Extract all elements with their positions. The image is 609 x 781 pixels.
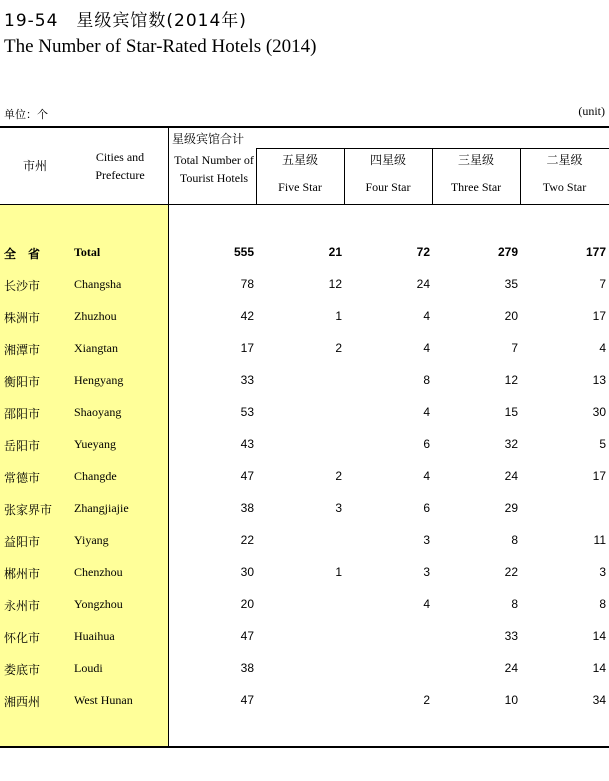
value-four: 4: [423, 469, 430, 483]
value-two: 34: [592, 693, 606, 707]
value-total: 47: [240, 693, 254, 707]
city-name-en: Yiyang: [74, 533, 109, 547]
value-five: 1: [335, 565, 342, 579]
value-two: 14: [592, 629, 606, 643]
header-total-cn: 星级宾馆合计: [172, 132, 245, 146]
value-five: 12: [328, 277, 342, 291]
value-three: 10: [504, 693, 518, 707]
city-name-cn: 益阳市: [4, 535, 41, 549]
city-name-cn: 长沙市: [4, 279, 41, 293]
header-four-cn: 四星级: [369, 153, 406, 167]
value-two: 4: [599, 341, 606, 355]
value-total: 30: [240, 565, 254, 579]
value-two: 17: [592, 309, 606, 323]
city-name-en: Changde: [74, 469, 117, 483]
header-four-en: Four Star: [365, 180, 411, 194]
value-three: 7: [511, 341, 518, 355]
value-three: 24: [504, 469, 518, 483]
value-total: 47: [240, 469, 254, 483]
value-four: 72: [416, 245, 430, 259]
city-name-cn: 邵阳市: [4, 407, 41, 421]
value-four: 8: [423, 373, 430, 387]
city-name-en: Loudi: [74, 661, 103, 675]
city-name-cn: 全 省: [4, 247, 41, 261]
value-two: 30: [592, 405, 606, 419]
city-name-en: Xiangtan: [74, 341, 118, 355]
value-total: 17: [240, 341, 254, 355]
value-two: 13: [592, 373, 606, 387]
value-total: 20: [240, 597, 254, 611]
value-three: 24: [504, 661, 518, 675]
header-total-en: Total Number of Tourist Hotels: [174, 153, 254, 185]
value-five: 1: [335, 309, 342, 323]
city-name-en: Shaoyang: [74, 405, 122, 419]
header-three-cn: 三星级: [457, 153, 494, 167]
unit-label-cn: 单位：个: [4, 108, 48, 121]
value-two: 3: [599, 565, 606, 579]
value-four: 4: [423, 341, 430, 355]
value-three: 8: [511, 533, 518, 547]
value-five: 21: [328, 245, 342, 259]
city-name-cn: 湘潭市: [4, 343, 41, 357]
city-name-cn: 常德市: [4, 471, 41, 485]
value-total: 43: [240, 437, 254, 451]
value-three: 8: [511, 597, 518, 611]
value-three: 22: [504, 565, 518, 579]
value-four: 6: [423, 501, 430, 515]
value-total: 42: [240, 309, 254, 323]
value-total: 53: [240, 405, 254, 419]
value-four: 3: [423, 533, 430, 547]
city-name-cn: 怀化市: [4, 631, 41, 645]
header-five-en: Five Star: [278, 180, 322, 194]
city-name-en: Changsha: [74, 277, 122, 291]
value-three: 35: [504, 277, 518, 291]
city-name-cn: 衡阳市: [4, 375, 41, 389]
city-name-en: Total: [74, 245, 101, 259]
unit-label-en: (unit): [578, 104, 605, 118]
value-two: 11: [593, 533, 606, 547]
value-four: 2: [423, 693, 430, 707]
page-title-en: The Number of Star-Rated Hotels (2014): [4, 36, 317, 57]
value-total: 78: [240, 277, 254, 291]
city-name-en: Huaihua: [74, 629, 115, 643]
city-name-en: West Hunan: [74, 693, 133, 707]
value-two: 5: [599, 437, 606, 451]
city-name-en: Zhuzhou: [74, 309, 117, 323]
header-three-en: Three Star: [450, 180, 502, 194]
value-four: 3: [423, 565, 430, 579]
page-title-cn: 19-54 星级宾馆数(2014年): [4, 11, 247, 31]
city-name-cn: 张家界市: [4, 503, 53, 517]
value-total: 47: [240, 629, 254, 643]
value-three: 12: [504, 373, 518, 387]
value-four: 4: [423, 597, 430, 611]
value-three: 15: [504, 405, 518, 419]
value-three: 279: [497, 245, 518, 259]
city-name-cn: 株洲市: [4, 311, 41, 325]
header-top-border: [0, 126, 609, 128]
value-five: 3: [335, 501, 342, 515]
value-four: 6: [423, 437, 430, 451]
value-five: 2: [335, 341, 342, 355]
city-name-en: Zhangjiajie: [74, 501, 129, 515]
value-four: 4: [423, 405, 430, 419]
city-name-en: Chenzhou: [74, 565, 123, 579]
value-two: 17: [592, 469, 606, 483]
header-two-cn: 二星级: [546, 153, 583, 167]
value-three: 33: [504, 629, 518, 643]
value-four: 4: [423, 309, 430, 323]
city-name-cn: 湘西州: [4, 695, 41, 709]
city-name-en: Yueyang: [74, 437, 116, 451]
city-name-cn: 娄底市: [4, 663, 41, 677]
value-five: 2: [335, 469, 342, 483]
header-city-en: Cities and Prefecture: [95, 150, 145, 182]
city-name-cn: 永州市: [4, 599, 41, 613]
value-total: 555: [233, 245, 254, 259]
value-total: 33: [240, 373, 254, 387]
city-name-en: Yongzhou: [74, 597, 123, 611]
column-divider: [168, 128, 169, 747]
header-city-cn: 市州: [22, 159, 47, 173]
table-bottom-border: [0, 746, 609, 748]
value-two: 14: [592, 661, 606, 675]
city-name-cn: 岳阳市: [4, 439, 41, 453]
value-total: 38: [240, 661, 254, 675]
value-three: 29: [504, 501, 518, 515]
value-total: 38: [240, 501, 254, 515]
header-five-cn: 五星级: [281, 153, 318, 167]
value-four: 24: [416, 277, 430, 291]
value-three: 32: [504, 437, 518, 451]
value-three: 20: [504, 309, 518, 323]
header-two-en: Two Star: [542, 180, 587, 194]
value-two: 177: [585, 245, 606, 259]
city-name-cn: 郴州市: [4, 567, 41, 581]
value-two: 7: [599, 277, 606, 291]
value-total: 22: [240, 533, 254, 547]
city-name-en: Hengyang: [74, 373, 124, 387]
value-two: 8: [599, 597, 606, 611]
